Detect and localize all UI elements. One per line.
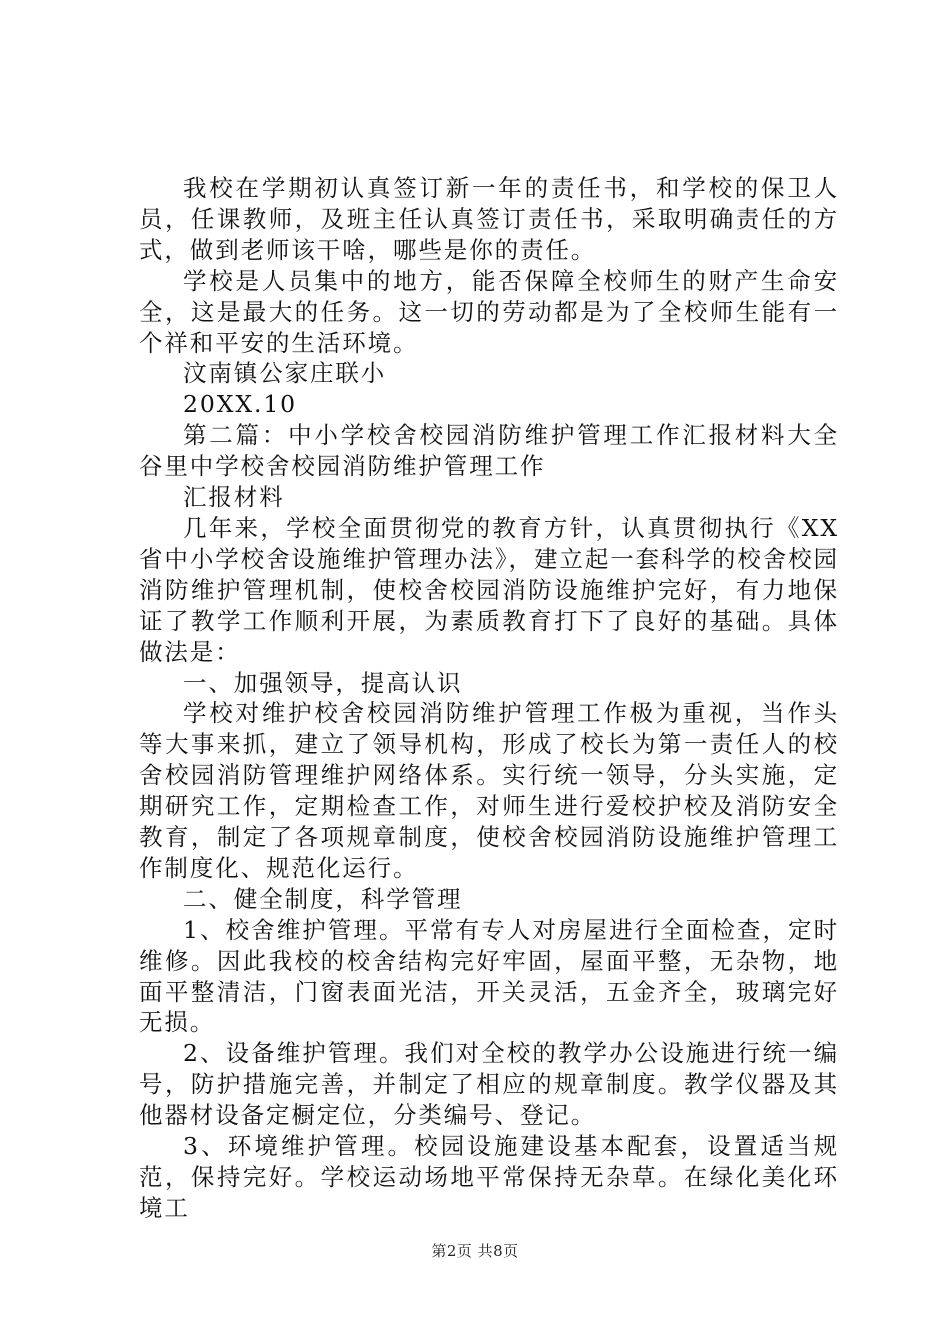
- signature-school: 汶南镇公家庄联小: [183, 359, 387, 388]
- paragraph: 1、校舍维护管理。平常有专人对房屋进行全面检查，定时维修。因此我校的校舍结构完好牢固，屋面平整，无杂物，地面平整清洁，门窗表面光洁，开关灵活，五金齐全，玻璃完好无损。: [139, 915, 839, 1037]
- paragraph: 学校是人员集中的地方，能否保障全校师生的财产生命安全，这是最大的任务。这一切的劳动都是为了全校师生能有一个祥和平安的生活环境。: [139, 266, 839, 357]
- page-number-footer: 第2页 共8页: [431, 1242, 519, 1260]
- section-title: 第二篇：中小学校舍校园消防维护管理工作汇报材料大全谷里中学校舍校园消防维护管理工作: [139, 421, 839, 481]
- paragraph: 2、设备维护管理。我们对全校的教学办公设施进行统一编号，防护措施完善，并制定了相应的规章制度。教学仪器及其他器材设备定橱定位，分类编号、登记。: [139, 1039, 839, 1130]
- section-subtitle: 汇报材料: [183, 483, 285, 512]
- paragraph: 我校在学期初认真签订新一年的责任书，和学校的保卫人员，任课教师，及班主任认真签订责任书，采取明确责任的方式，做到老师该干啥，哪些是你的责任。: [139, 174, 839, 264]
- paragraph: 3、环境维护管理。校园设施建设基本配套，设置适当规范，保持完好。学校运动场地平常保持无杂草。在绿化美化环境工: [139, 1132, 839, 1222]
- signature-date: 20XX.10: [183, 390, 298, 419]
- heading-2: 二、健全制度，科学管理: [183, 884, 463, 913]
- heading-1: 一、加强领导，提高认识: [183, 668, 463, 697]
- paragraph: 学校对维护校舍校园消防维护管理工作极为重视，当作头等大事来抓，建立了领导机构，形成了校长为第一责任人的校舍校园消防管理维护网络体系。实行统一领导，分头实施，定期研究工作，定期检查工作，对师生进行爱校护校及消防安全教育，制定了各项规章制度，使校舍校园消防设施维护管理工作制度化、规范化运行。: [139, 699, 839, 882]
- paragraph: 几年来，学校全面贯彻党的教育方针，认真贯彻执行《XX省中小学校舍设施维护管理办法》，建立起一套科学的校舍校园消防维护管理机制，使校舍校园消防设施维护完好，有力地保证了教学工作顺利开展，为素质教育打下了良好的基础。具体做法是：: [139, 513, 839, 666]
- document-body: [139, 173, 839, 1224]
